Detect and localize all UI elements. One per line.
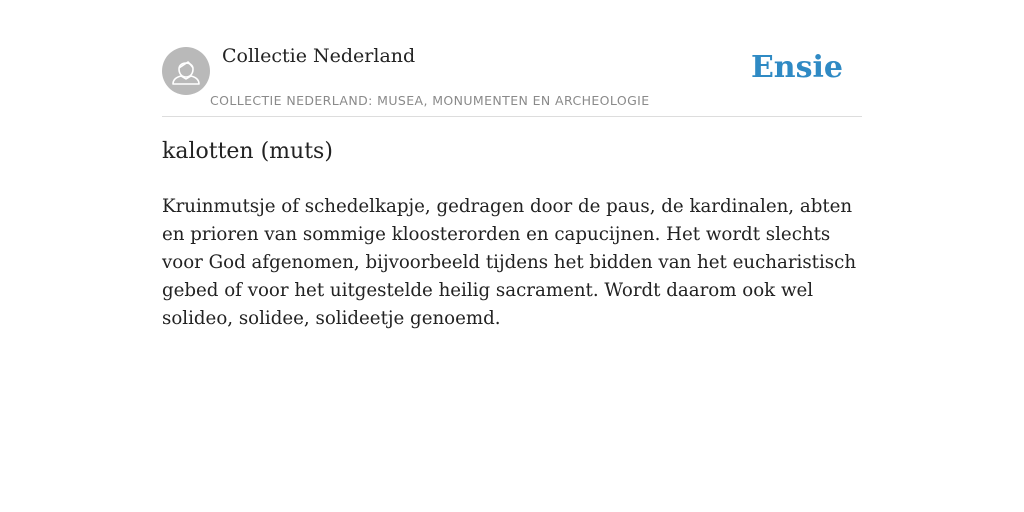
entry-definition: Kruinmutsje of schedelkapje, gedragen door de paus, de kardinalen, abten en prioren van sommige kloosterorden en capucijnen. Het wordt slechts voor God afgenomen, bijvoorbeeld tijdens het bidden van het eucharistisch gebed of voor het uitgestelde heilig sacrament. Wordt daarom ook wel solideo, solidee, solideetje genoemd. [162,196,857,329]
user-silhouette-icon [162,47,210,95]
author-avatar[interactable] [162,47,210,95]
entry-term: kalotten (muts) [162,139,333,164]
ensie-logo[interactable]: Ensie [750,50,843,85]
source-name[interactable]: COLLECTIE NEDERLAND: MUSEA, MONUMENTEN EN ARCHEOLOGIE [210,93,650,108]
entry-header [162,0,862,117]
entry-card [162,0,862,329]
author-name[interactable]: Collectie Nederland [222,45,416,67]
